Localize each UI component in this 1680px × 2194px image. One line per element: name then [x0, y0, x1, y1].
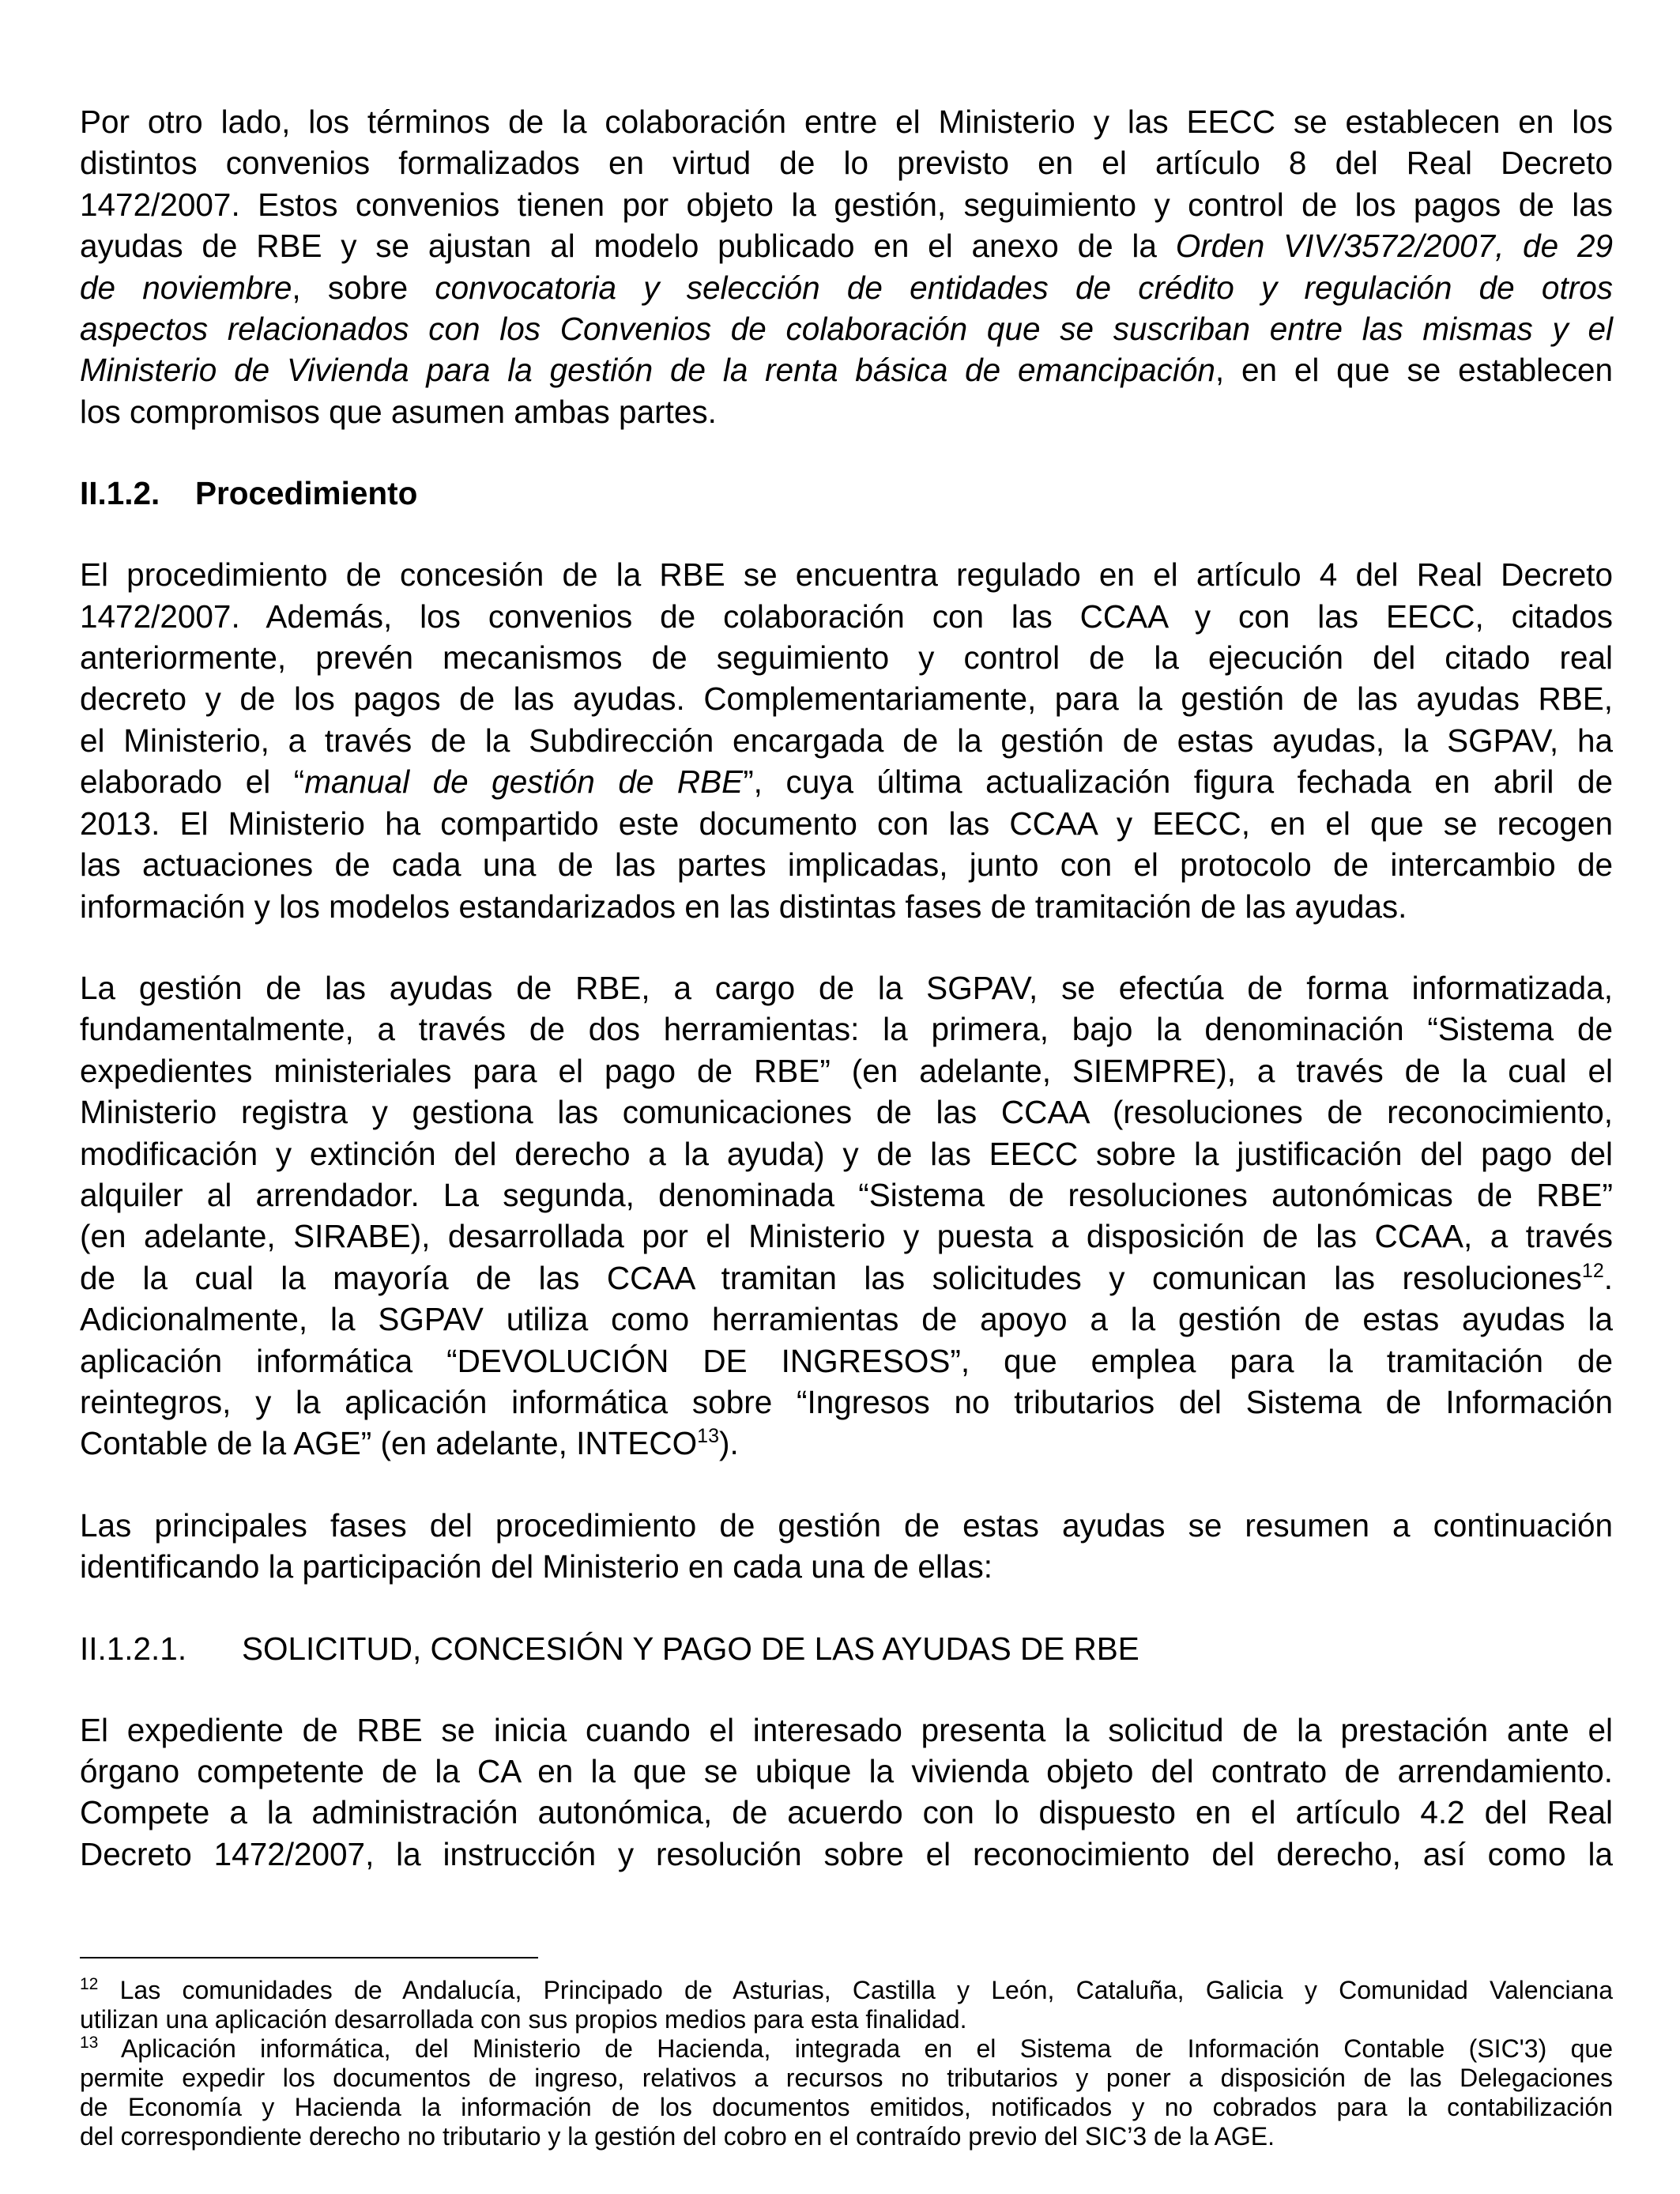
text-line: las actuaciones de cada una de las partes implicadas, junto con el protocolo de intercambio de — [80, 846, 1613, 884]
footnote-marker: 13 — [80, 2034, 99, 2052]
text-line: fundamentalmente, a través de dos herramientas: la primera, bajo la denominación “Sistema de — [80, 1011, 1613, 1048]
text-line: 1472/2007. Además, los convenios de colaboración con las CCAA y con las EECC, citados — [80, 598, 1613, 635]
text-line: (en adelante, SIRABE), desarrollada por el Ministerio y puesta a disposición de las CCAA, a través — [80, 1218, 1613, 1255]
footnote-13 — [80, 2034, 1613, 2151]
paragraph-gestion-informatizada — [80, 967, 1613, 1465]
text-line: El procedimiento de concesión de la RBE se encuentra regulado en el artículo 4 del Real Decreto — [80, 556, 1613, 594]
text-line: El expediente de RBE se inicia cuando el interesado presenta la solicitud de la prestación ante el — [80, 1711, 1613, 1748]
text-line — [80, 1423, 1613, 1464]
text-line — [80, 267, 1613, 308]
text-run: de la cual la mayoría de las CCAA tramitan las solicitudes y comunican las resoluciones — [80, 1259, 1582, 1296]
subsection-number: II.1.2.1. — [80, 1630, 187, 1667]
text-line — [80, 349, 1613, 390]
text-run: , en el que se establecen — [1215, 352, 1613, 389]
footnote-ref-12[interactable]: 12 — [1581, 1259, 1604, 1282]
paragraph-fases-resumen — [80, 1505, 1613, 1588]
text-line: alquiler al arrendador. La segunda, denominada “Sistema de resoluciones autonómicas de RBE” — [80, 1176, 1613, 1213]
italic-citation: convocatoria y selección de entidades de crédito y regulación de otros — [435, 269, 1613, 306]
text-run: ayudas de RBE y se ajustan al modelo publicado en el anexo de la — [80, 228, 1176, 265]
paragraph-colaboracion-eecc — [80, 101, 1613, 432]
text-line: anteriormente, prevén mecanismos de seguimiento y control de la ejecución del citado real — [80, 639, 1613, 677]
text-line: decreto y de los pagos de las ayudas. Complementariamente, para la gestión de las ayudas RBE, — [80, 680, 1613, 718]
text-line: Las principales fases del procedimiento de gestión de estas ayudas se resumen a continuación — [80, 1506, 1613, 1544]
section-heading-procedimiento — [80, 473, 1613, 514]
text-line — [80, 308, 1613, 349]
section-number: II.1.2. — [80, 475, 160, 512]
footnote-marker: 12 — [80, 1975, 99, 1993]
footnote-line: de Economía y Hacienda la información de los documentos emitidos, notificados y no cobrados para la contabilización — [80, 2093, 1613, 2121]
text-run: , sobre — [292, 269, 435, 306]
text-line: 2013. El Ministerio ha compartido este documento con las CCAA y EECC, en el que se recogen — [80, 805, 1613, 842]
text-line: identificando la participación del Ministerio en cada una de ellas: — [80, 1548, 993, 1585]
text-line: aplicación informática “DEVOLUCIÓN DE INGRESOS”, que emplea para la tramitación de — [80, 1342, 1613, 1379]
italic-citation: de noviembre — [80, 269, 292, 306]
text-run: ). — [718, 1425, 739, 1462]
italic-citation: Ministerio de Vivienda para la gestión de la renta básica de emancipación — [80, 352, 1215, 389]
text-line: información y los modelos estandarizados en las distintas fases de tramitación de las ayudas. — [80, 888, 1407, 925]
text-run: elaborado el “ — [80, 763, 305, 801]
text-line: Compete a la administración autonómica, de acuerdo con lo dispuesto en el artículo 4.2 del Real — [80, 1794, 1613, 1831]
section-title: Procedimiento — [195, 475, 418, 512]
paragraph-expediente-rbe — [80, 1710, 1613, 1875]
footnote-line — [80, 2034, 1613, 2064]
text-line — [80, 761, 1613, 802]
footnote-line: permite expedir los documentos de ingreso, relativos a recursos no tributarios y poner a disposición de las Delegaciones — [80, 2064, 1613, 2092]
subsection-heading-solicitud — [80, 1628, 1613, 1669]
footnote-line: utilizan una aplicación desarrollada con sus propios medios para esta finalidad. — [80, 2005, 967, 2034]
document-page — [80, 101, 1613, 1915]
text-run: Las comunidades de Andalucía, Principado de Asturias, Castilla y León, Cataluña, Galicia y Comunidad Valenciana — [98, 1976, 1613, 2004]
italic-citation: manual de gestión de RBE — [304, 763, 744, 801]
text-line — [80, 1257, 1613, 1299]
italic-citation: Orden VIV/3572/2007, de 29 — [1175, 228, 1613, 265]
text-line: el Ministerio, a través de la Subdirección encargada de la gestión de estas ayudas, la SGPAV, ha — [80, 722, 1613, 759]
subsection-title: SOLICITUD, CONCESIÓN Y PAGO DE LAS AYUDAS DE RBE — [242, 1630, 1139, 1667]
text-line — [80, 225, 1613, 266]
italic-citation: aspectos relacionados con los Convenios de colaboración que se suscriban entre las mismas y el — [80, 311, 1613, 348]
paragraph-procedimiento-concesion — [80, 554, 1613, 927]
text-run: . — [1603, 1259, 1613, 1296]
text-line: Por otro lado, los términos de la colaboración entre el Ministerio y las EECC se establecen en los — [80, 104, 1613, 140]
text-line: Adicionalmente, la SGPAV utiliza como herramientas de apoyo a la gestión de estas ayudas la — [80, 1301, 1613, 1338]
text-line: La gestión de las ayudas de RBE, a cargo de la SGPAV, se efectúa de forma informatizada, — [80, 969, 1613, 1006]
text-run: Aplicación informática, del Ministerio de Hacienda, integrada en el Sistema de Información Contable (SIC'3) que — [98, 2034, 1613, 2063]
text-line: los compromisos que asumen ambas partes. — [80, 393, 717, 430]
footnote-ref-13[interactable]: 13 — [697, 1425, 719, 1448]
footnote-line: del correspondiente derecho no tributario y la gestión del cobro en el contraído previo del SIC’3 de la AGE. — [80, 2122, 1275, 2151]
text-line: modificación y extinción del derecho a la ayuda) y de las EECC sobre la justificación del pago del — [80, 1135, 1613, 1172]
text-line: expedientes ministeriales para el pago de RBE” (en adelante, SIEMPRE), a través de la cual el — [80, 1052, 1613, 1089]
text-line: Decreto 1472/2007, la instrucción y resolución sobre el reconocimiento del derecho, así como la — [80, 1835, 1613, 1872]
text-line: órgano competente de la CA en la que se ubique la vivienda objeto del contrato de arrendamiento. — [80, 1753, 1613, 1789]
footnote-separator — [80, 1957, 538, 1958]
text-run: Contable de la AGE” (en adelante, INTECO — [80, 1425, 698, 1462]
text-line: distintos convenios formalizados en virtud de lo previsto en el artículo 8 del Real Decreto — [80, 145, 1613, 182]
footnote-12 — [80, 1976, 1613, 2034]
footnotes — [80, 1976, 1613, 2151]
text-run: ”, cuya última actualización figura fechada en abril de — [743, 763, 1613, 801]
text-line: Ministerio registra y gestiona las comunicaciones de las CCAA (resoluciones de reconocimiento, — [80, 1094, 1613, 1131]
text-line: reintegros, y la aplicación informática sobre “Ingresos no tributarios del Sistema de Información — [80, 1383, 1613, 1420]
text-line: 1472/2007. Estos convenios tienen por objeto la gestión, seguimiento y control de los pagos de las — [80, 186, 1613, 223]
footnote-line — [80, 1976, 1613, 2005]
